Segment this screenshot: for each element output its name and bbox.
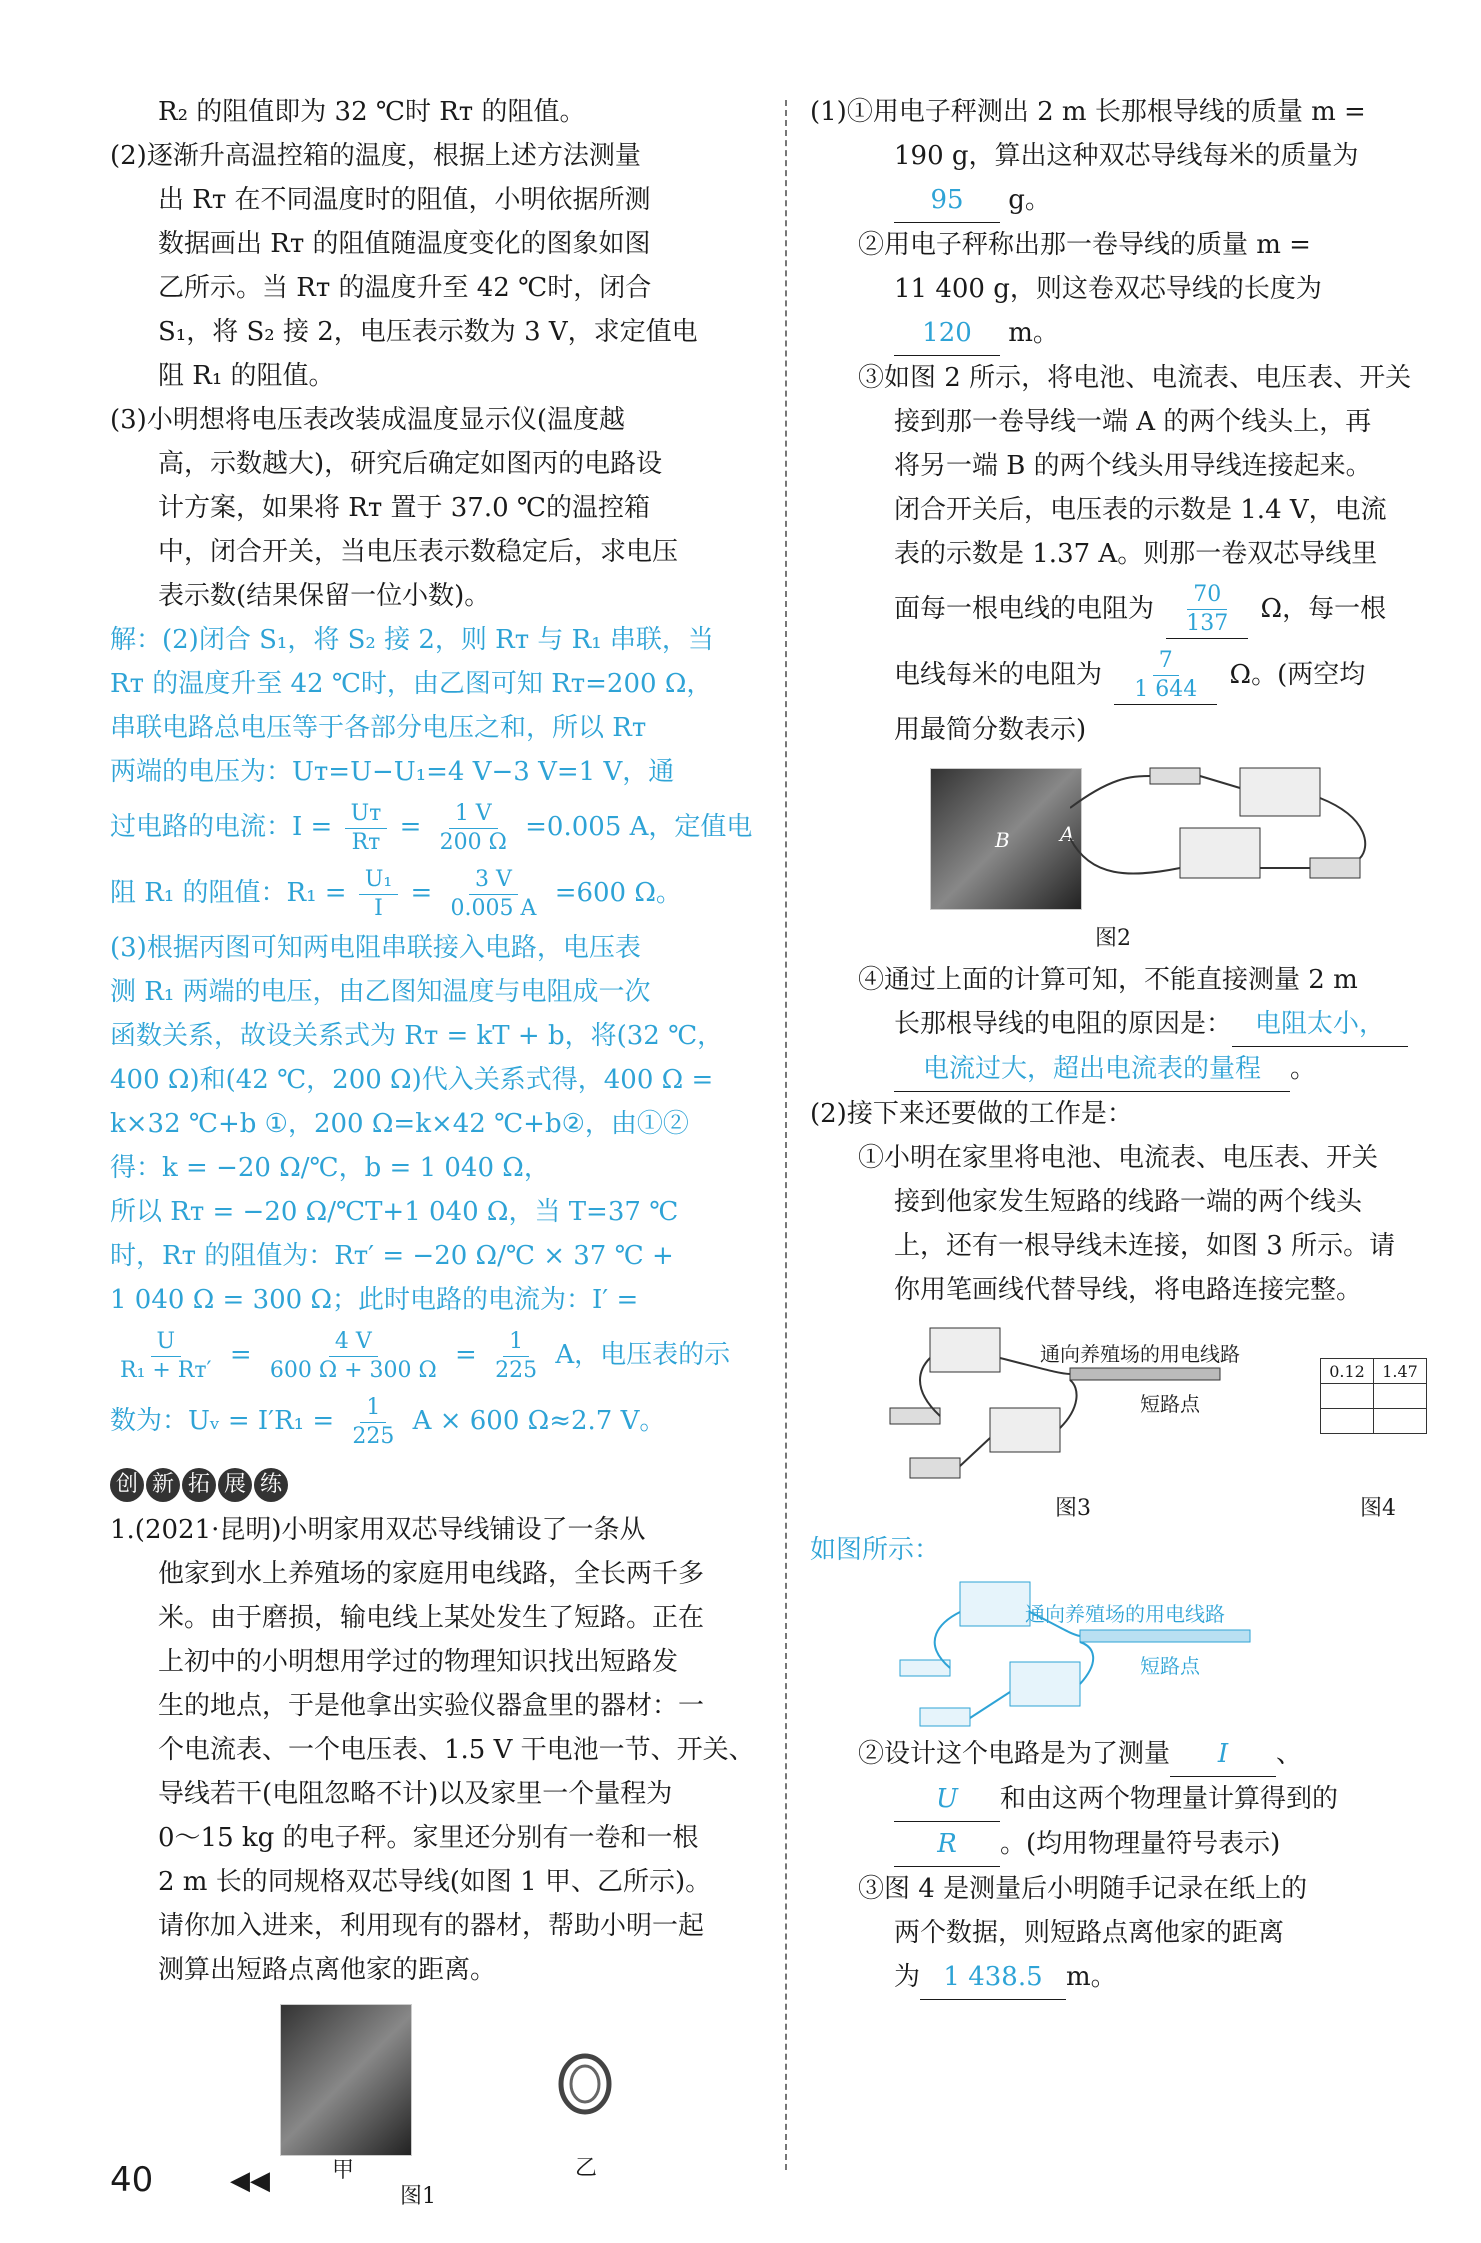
- short-wire-illustration: [550, 2044, 620, 2124]
- text: 。(均用物理量符号表示): [1000, 1829, 1281, 1859]
- text: 和由这两个物理量计算得到的: [1000, 1784, 1339, 1814]
- text-line: ③图 4 是测量后小明随手记录在纸上的: [858, 1874, 1308, 1904]
- fig4-cell: [1374, 1409, 1427, 1434]
- answer-line: [810, 1732, 1430, 1777]
- frac-den: 137: [1186, 611, 1229, 636]
- text: m。: [1008, 318, 1059, 348]
- text: 面每一根电线的电阻为: [894, 594, 1155, 624]
- text-line: 190 g，算出这种双芯导线每米的质量为: [894, 141, 1359, 171]
- text: A，电压表的示: [555, 1340, 731, 1370]
- text-line: ④通过上面的计算可知，不能直接测量 2 m: [858, 965, 1358, 995]
- frac-num: U: [151, 1328, 182, 1357]
- frac-den: 0.005 A: [450, 895, 537, 921]
- banner-char: 创: [110, 1468, 144, 1502]
- frac-num: 1: [360, 1394, 386, 1423]
- answer-fraction: [1114, 647, 1217, 705]
- fig4-cell: [1321, 1384, 1374, 1409]
- banner-char: 展: [218, 1468, 252, 1502]
- wire-coil-photo: [280, 2004, 412, 2156]
- fig1-label-a: 甲: [332, 2158, 355, 2183]
- text-line: ③如图 2 所示，将电池、电流表、电压表、开关: [858, 363, 1412, 393]
- text: A × 600 Ω≈2.7 V。: [412, 1406, 666, 1436]
- text-line: (1)①用电子秤测出 2 m 长那根导线的质量 m =: [810, 97, 1366, 127]
- text: ②设计这个电路是为了测量: [858, 1739, 1171, 1769]
- banner-char: 拓: [182, 1468, 216, 1502]
- answer-blank: 95: [894, 178, 1000, 223]
- answer-blank: I: [1170, 1732, 1276, 1777]
- fraction: [445, 866, 543, 923]
- text: g。: [1008, 185, 1051, 215]
- text-line: 你用笔画线代替导线，将电路连接完整。: [894, 1275, 1363, 1305]
- text: Ω，每一根: [1260, 594, 1387, 624]
- answer-line: [810, 1002, 1430, 1047]
- fraction: [489, 1328, 543, 1385]
- frac-num: 4 V: [329, 1328, 378, 1357]
- fig4-caption: 图4: [1360, 1496, 1396, 1521]
- text-line: 上，还有一根导线未连接，如图 3 所示。请: [894, 1231, 1396, 1261]
- text: =0.005 A，定值电: [525, 812, 753, 842]
- solution-line: 所以 Rᴛ = −20 Ω/℃T+1 040 Ω，当 T=37 ℃: [110, 1197, 679, 1227]
- frac-den: R₁ + Rᴛ′: [120, 1357, 212, 1383]
- answer-blank: R: [894, 1822, 1000, 1867]
- solution-line: 得：k = −20 Ω/℃，b = 1 040 Ω，: [110, 1153, 550, 1183]
- fraction: [114, 1328, 218, 1385]
- frac-den: 225: [352, 1423, 395, 1449]
- fig2-label-b: B: [995, 828, 1010, 852]
- solution-line: Rᴛ 的温度升至 42 ℃时，由乙图可知 Rᴛ=200 Ω，: [110, 669, 713, 699]
- frac-den: I: [374, 895, 383, 921]
- answer-line: [810, 178, 1430, 223]
- frac-den: 1 644: [1134, 677, 1198, 702]
- text: m。: [1066, 1962, 1117, 1992]
- fraction: [359, 866, 398, 923]
- text-line: 接到他家发生短路的线路一端的两个线头: [894, 1187, 1363, 1217]
- text: 长那根导线的电阻的原因是：: [894, 1009, 1233, 1039]
- answer-blank: 1 438.5: [920, 1955, 1066, 2000]
- solution-line: 400 Ω)和(42 ℃，200 Ω)代入关系式得，400 Ω =: [110, 1065, 714, 1095]
- answer-fig-line-label: 通向养殖场的用电线路: [1025, 1602, 1225, 1626]
- left-column: [110, 90, 760, 2214]
- frac-den: 600 Ω + 300 Ω: [269, 1357, 437, 1383]
- solution-block: [110, 618, 760, 1454]
- answer-line: [810, 642, 1430, 708]
- problem-line: 生的地点，于是他拿出实验仪器盒里的器材：一: [158, 1691, 705, 1721]
- problem-line: 米。由于磨损，输电线上某处发生了短路。正在: [158, 1603, 705, 1633]
- fig1-label-b: 乙: [575, 2156, 598, 2181]
- fig1-caption: 图1: [400, 2184, 436, 2209]
- frac-num: Uᴛ: [345, 800, 388, 829]
- text-line: 数据画出 Rᴛ 的阻值随温度变化的图象如图: [158, 229, 651, 259]
- answer-line: [810, 311, 1430, 356]
- section-banner: [110, 1468, 288, 1502]
- answer-figure: [810, 1572, 1430, 1732]
- solution-line: 解：(2)闭合 S₁，将 S₂ 接 2，则 Rᴛ 与 R₁ 串联，当: [110, 625, 714, 655]
- frac-den: 200 Ω: [439, 829, 507, 855]
- answer-blank: U: [894, 1777, 1000, 1822]
- fig4-note: [1320, 1358, 1427, 1434]
- circuit-diagram: [1070, 758, 1430, 918]
- text-line: (3)小明想将电压表改装成温度显示仪(温度越: [110, 405, 625, 435]
- page-number: 40: [110, 2160, 154, 2200]
- solution-line: 时，Rᴛ 的阻值为：Rᴛ′ = −20 Ω/℃ × 37 ℃ +: [110, 1241, 674, 1271]
- problem-line: 上初中的小明想用学过的物理知识找出短路发: [158, 1647, 679, 1677]
- solution-r1-line: [110, 860, 760, 926]
- frac-den: Rᴛ: [351, 829, 381, 855]
- text-line: 两个数据，则短路点离他家的距离: [894, 1918, 1285, 1948]
- right-column: [810, 90, 1430, 2000]
- answer-blank: 120: [894, 311, 1000, 356]
- text-line: 乙所示。当 Rᴛ 的温度升至 42 ℃时，闭合: [158, 273, 652, 303]
- fig4-value-1: 0.12: [1321, 1359, 1374, 1384]
- solution-line: 函数关系，故设关系式为 Rᴛ = kT + b，将(32 ℃，: [110, 1021, 724, 1051]
- frac-num: 7: [1153, 647, 1179, 676]
- text: 阻 R₁ 的阻值：R₁ =: [110, 878, 347, 908]
- solution-uv-line: [110, 1388, 760, 1454]
- text: =: [455, 1340, 477, 1370]
- text-line: 计方案，如果将 Rᴛ 置于 37.0 ℃的温控箱: [158, 493, 650, 523]
- fig4-cell: [1321, 1409, 1374, 1434]
- text: 过电路的电流：I =: [110, 812, 333, 842]
- problem-line: 个电流表、一个电压表、1.5 V 干电池一节、开关、: [158, 1735, 755, 1765]
- answer-blank: 电流过大，超出电流表的量程: [894, 1047, 1290, 1092]
- banner-char: 练: [254, 1468, 288, 1502]
- answer-line: [810, 576, 1430, 642]
- problem-line: 请你加入进来，利用现有的器材，帮助小明一起: [158, 1911, 705, 1941]
- answer-line: [810, 1822, 1430, 1867]
- frac-num: 70: [1187, 581, 1227, 610]
- page-arrow-icon: ◀◀: [230, 2166, 270, 2196]
- text: 数为：Uᵥ = I′R₁ =: [110, 1406, 335, 1436]
- solution-current-line: [110, 794, 760, 860]
- text-line: 中，闭合开关，当电压表示数稳定后，求电压: [158, 537, 679, 567]
- problem-line: 他家到水上养殖场的家庭用电线路，全长两千多: [158, 1559, 705, 1589]
- text-line: 将另一端 B 的两个线头用导线连接起来。: [894, 451, 1372, 481]
- text-line: 出 Rᴛ 在不同温度时的阻值，小明依据所测: [158, 185, 651, 215]
- fig2-label-a: A: [1060, 822, 1075, 846]
- frac-num: 1: [503, 1328, 529, 1357]
- text-line: R₂ 的阻值即为 32 ℃时 Rᴛ 的阻值。: [158, 97, 586, 127]
- answer-circuit-diagram: [880, 1572, 1320, 1732]
- answer-fig-short-label: 短路点: [1140, 1654, 1200, 1678]
- fraction: [346, 1394, 400, 1451]
- text: =600 Ω。: [554, 878, 682, 908]
- problem-line: 0～15 kg 的电子秤。家里还分别有一卷和一根: [158, 1823, 699, 1853]
- frac-den: 225: [495, 1357, 538, 1383]
- answer-figure-title: 如图所示：: [810, 1535, 941, 1565]
- answer-line: [810, 1955, 1430, 2000]
- fig3-short-label: 短路点: [1140, 1392, 1200, 1416]
- text-line: 高，示数越大)，研究后确定如图丙的电路设: [158, 449, 663, 479]
- text-line: ①小明在家里将电池、电流表、电压表、开关: [858, 1143, 1379, 1173]
- text: 、: [1276, 1739, 1303, 1769]
- solution-line: 1 040 Ω = 300 Ω；此时电路的电流为：I′ =: [110, 1285, 639, 1315]
- fig3-caption: 图3: [1055, 1496, 1091, 1521]
- problem-line: 2 m 长的同规格双芯导线(如图 1 甲、乙所示)。: [158, 1867, 712, 1897]
- frac-num: 3 V: [469, 866, 518, 895]
- text: 电线每米的电阻为: [894, 660, 1103, 690]
- fraction: [345, 800, 388, 857]
- fig3-line-label: 通向养殖场的用电线路: [1040, 1342, 1240, 1366]
- solution-line: k×32 ℃+b ①，200 Ω=k×42 ℃+b②，由①②: [110, 1109, 689, 1139]
- answer-fraction: [1166, 581, 1248, 639]
- text-line: 11 400 g，则这卷双芯导线的长度为: [894, 274, 1322, 304]
- banner-char: 新: [146, 1468, 180, 1502]
- problem-line: 测算出短路点离他家的距离。: [158, 1955, 497, 1985]
- figure-1: [110, 2004, 760, 2214]
- text: =: [410, 878, 433, 908]
- fraction: [434, 800, 513, 857]
- fraction: [264, 1328, 443, 1385]
- text-line: (2)接下来还要做的工作是：: [810, 1099, 1133, 1129]
- figure-3-4: [810, 1318, 1430, 1528]
- solution-line: (3)根据丙图可知两电阻串联接入电路，电压表: [110, 933, 641, 963]
- problem-line: 1.(2021·昆明)小明家用双芯导线铺设了一条从: [110, 1515, 646, 1545]
- text-line: 阻 R₁ 的阻值。: [158, 361, 335, 391]
- solution-i2-line: [110, 1322, 760, 1388]
- figure-2: [810, 758, 1430, 958]
- text-line: 表的示数是 1.37 A。则那一卷双芯导线里: [894, 539, 1378, 569]
- text: =: [229, 1340, 252, 1370]
- text-line: 接到那一卷导线一端 A 的两个线头上，再: [894, 407, 1372, 437]
- text: 为: [894, 1962, 921, 1992]
- text-line: 闭合开关后，电压表的示数是 1.4 V，电流: [894, 495, 1387, 525]
- problem-line: 导线若干(电阻忽略不计)以及家里一个量程为: [158, 1779, 673, 1809]
- text-line: ②用电子秤称出那一卷导线的质量 m =: [858, 230, 1311, 260]
- frac-num: U₁: [359, 866, 398, 895]
- text-line: S₁，将 S₂ 接 2，电压表示数为 3 V，求定值电: [158, 317, 698, 347]
- text: Ω。(两空均: [1229, 660, 1366, 690]
- fig4-value-2: 1.47: [1374, 1359, 1427, 1384]
- text: 。: [1290, 1054, 1317, 1084]
- fig2-caption: 图2: [1095, 926, 1131, 951]
- answer-line: [810, 1047, 1430, 1092]
- solution-line: 两端的电压为：Uᴛ=U−U₁=4 V−3 V=1 V，通: [110, 757, 675, 787]
- text-line: 表示数(结果保留一位小数)。: [158, 581, 491, 611]
- answer-line: [810, 1777, 1430, 1822]
- text-line: 用最简分数表示): [894, 715, 1087, 745]
- text: =: [399, 812, 422, 842]
- solution-line: 测 R₁ 两端的电压，由乙图知温度与电阻成一次: [110, 977, 651, 1007]
- fig4-cell: [1374, 1384, 1427, 1409]
- solution-line: 串联电路总电压等于各部分电压之和，所以 Rᴛ: [110, 713, 647, 743]
- answer-blank: 电阻太小，: [1232, 1002, 1408, 1047]
- text-line: (2)逐渐升高温控箱的温度，根据上述方法测量: [110, 141, 641, 171]
- column-divider: [785, 100, 787, 2170]
- frac-num: 1 V: [449, 800, 498, 829]
